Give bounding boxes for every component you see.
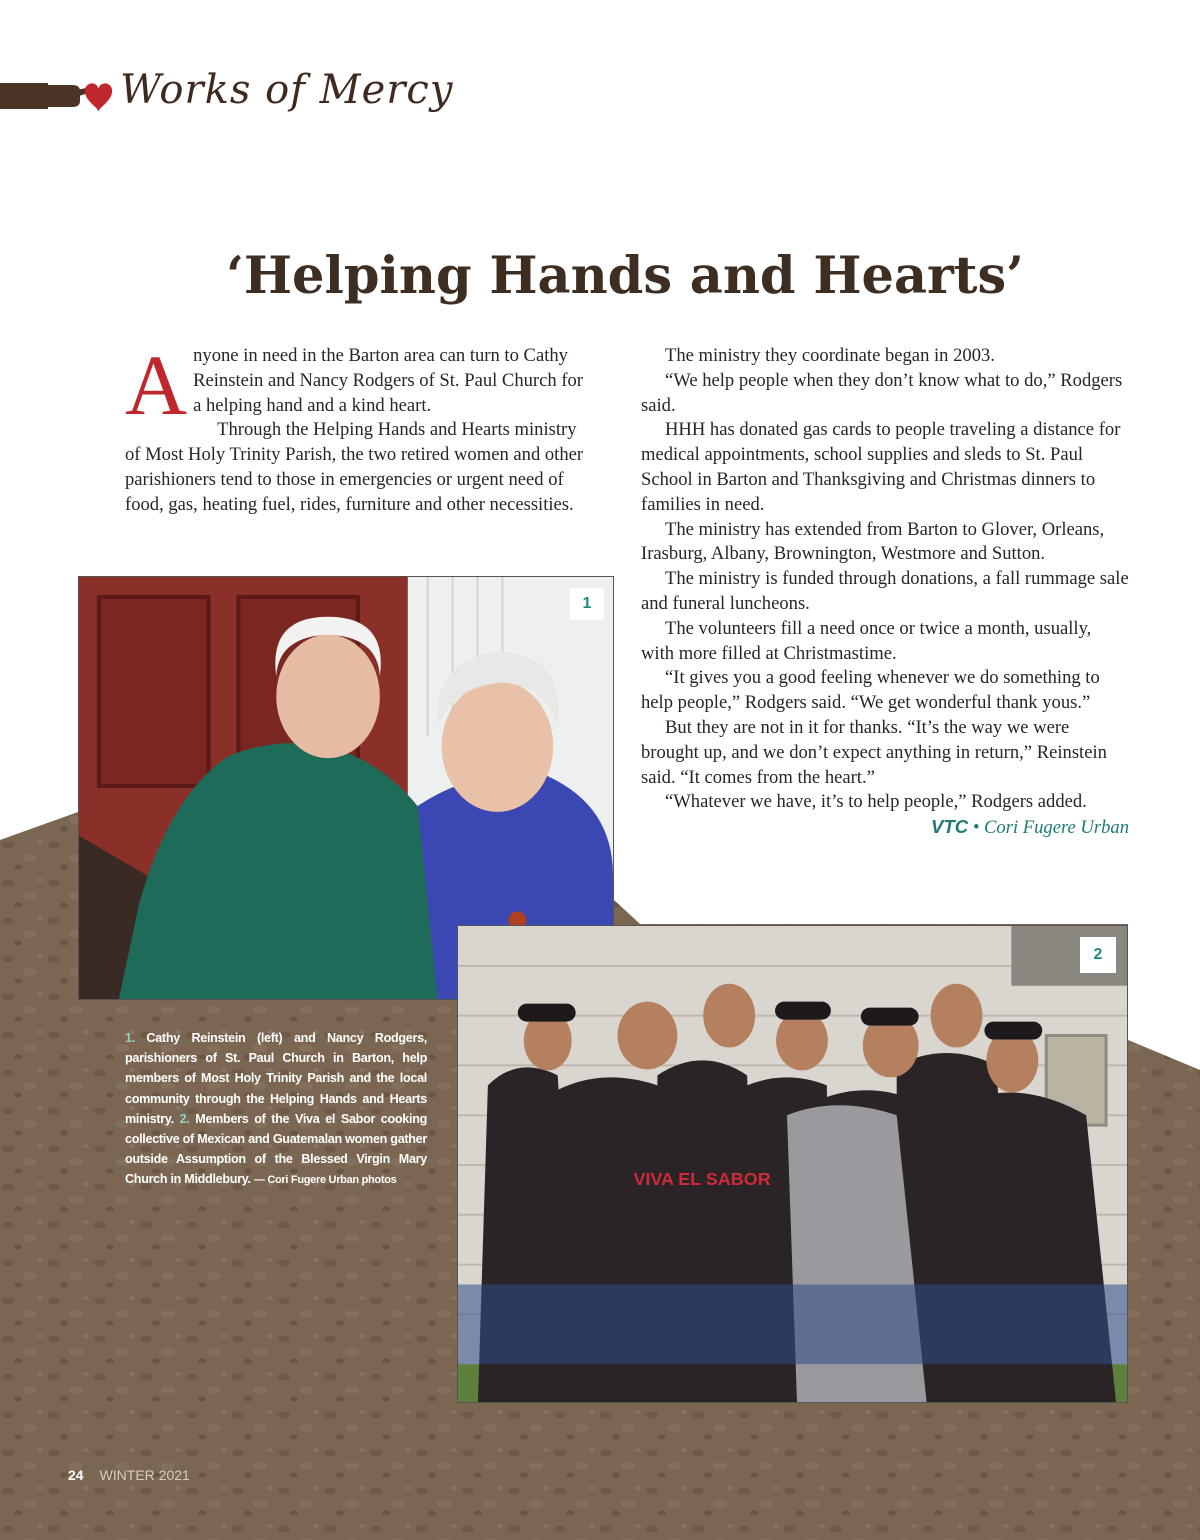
page-number: 24 — [68, 1467, 84, 1483]
paragraph: The ministry has extended from Barton to Glover, Orleans, Irasburg, Albany, Brownington, Westmore and Sutton. — [641, 518, 1105, 565]
paragraph: HHH has donated gas cards to people traveling a distance for medical appointments, school supplies and sleds to St. Paul School in Barton and Thanksgiving and Christmas dinners to families in need. — [641, 419, 1121, 515]
paragraph: The ministry they coordinate began in 2003. — [665, 345, 995, 366]
section-header — [0, 55, 454, 145]
lead-paragraph — [125, 337, 595, 433]
paragraph: Through the Helping Hands and Hearts ministry of Most Holy Trinity Parish, the two retired women and other parishioners tend to those in emergencies or urgent need of food, gas, heating fuel, rides, furniture and other necessities. — [125, 419, 584, 515]
byline-author: Cori Fugere Urban — [984, 817, 1129, 839]
photo-number-2: 2 — [1080, 937, 1116, 973]
photo-credit: — Cori Fugere Urban photos — [253, 1174, 397, 1187]
drop-cap: A — [125, 337, 188, 433]
section-title: Works of Mercy — [120, 67, 454, 113]
byline — [641, 815, 1129, 841]
paragraph: “Whatever we have, it’s to help people,” Rodgers added. — [665, 791, 1087, 813]
photo-viva-el-sabor-group — [457, 925, 1128, 1403]
paragraph: But they are not in it for thanks. “It’s the way we were brought up, and we don’t expect anything in return,” Reinstein said. “It comes from the heart.” — [641, 716, 1107, 788]
paragraph: The volunteers fill a need once or twice a month, usually, with more filled at Christmastime. — [641, 617, 1092, 664]
article-column-1 — [125, 337, 595, 518]
paragraph: The ministry is funded through donations, a fall rummage sale and funeral luncheons. — [641, 568, 1129, 614]
byline-org: VTC — [931, 816, 969, 838]
photo-group-illustration — [458, 926, 1127, 1402]
page-footer — [68, 1467, 190, 1483]
article-column-2 — [641, 344, 1129, 841]
caption-text-2: Members of the Viva el Sabor cooking collective of Mexican and Guatemalan women gather outside Assumption of the Blessed Virgin Mary Church in Middlebury. — [125, 1111, 427, 1187]
shirt-text-viva-el-sabor: VIVA EL SABOR — [633, 1168, 771, 1189]
edition-label: WINTER 2021 — [99, 1467, 190, 1483]
article-title: ‘Helping Hands and Hearts’ — [226, 246, 1024, 306]
caption-number-2: 2. — [179, 1111, 190, 1126]
paragraph: “We help people when they don’t know what to do,” Rodgers said. — [641, 369, 1123, 416]
paragraph: “It gives you a good feeling whenever we do something to help people,” Rodgers said. “We get wonderful thank yous.” — [641, 667, 1100, 714]
caption-text-1: Cathy Reinstein (left) and Nancy Rodgers, parishioners of St. Paul Church in Barton, help members of Most Holy Trinity Parish and the local community through the Helping Hands and Hearts ministry. — [125, 1031, 427, 1126]
photo-number-1: 1 — [570, 588, 604, 620]
byline-separator: • — [968, 817, 985, 839]
caption-number-1: 1. — [125, 1031, 135, 1045]
paragraph-text: nyone in need in the Barton area can turn to Cathy Reinstein and Nancy Rodgers of St. Paul Church for a helping hand and a kind heart. — [193, 345, 583, 416]
hand-holding-heart-icon — [0, 55, 130, 145]
photo-caption — [125, 1028, 427, 1191]
